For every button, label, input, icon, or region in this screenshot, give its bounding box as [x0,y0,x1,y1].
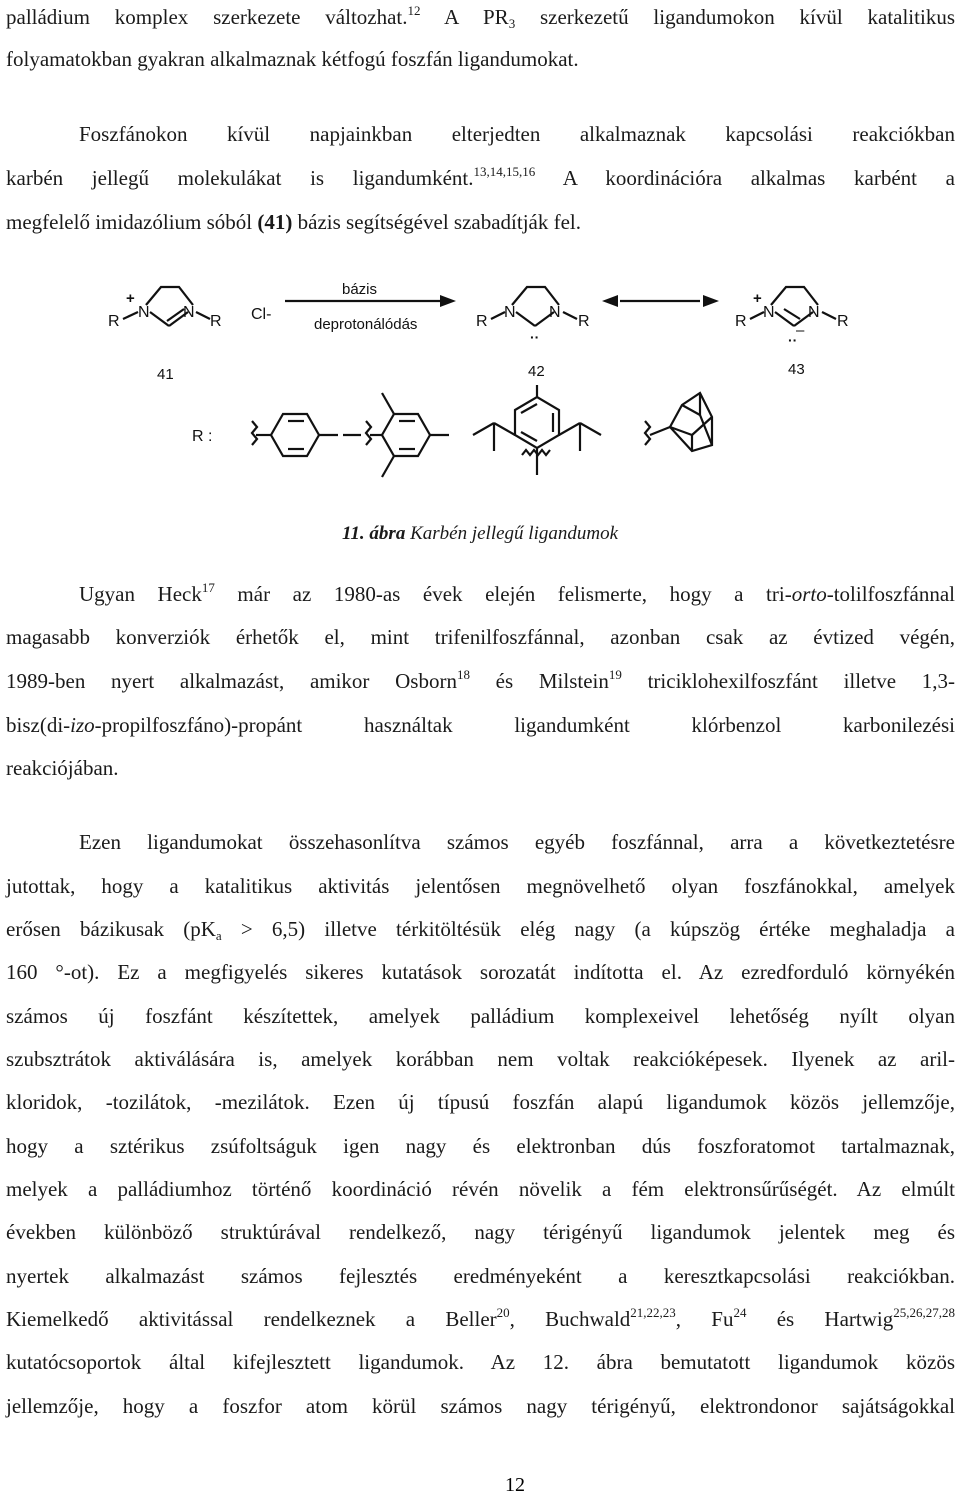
r-label: R [210,313,222,330]
text-line: reakciójában. [6,756,119,780]
r-label: R [476,313,488,330]
text-line: kutatócsoportok által kifejlesztett ligandumok. Az 12. ábra bemutatott ligandumok közös [6,1350,955,1374]
n-label: N [183,304,195,321]
arrow-label-top: bázis [342,281,378,298]
text-line: jellemzője, hogy a foszfor atom körül számos nagy térigényű, elektrondonor sajátságokkal [6,1394,955,1418]
text-line: években különböző struktúrával rendelkező, nagy térigényű ligandumok jelentek meg és [6,1220,955,1244]
compound-number-43: 43 [788,361,805,378]
charge-plus: + [753,290,762,307]
text-line: Ezen ligandumokat összehasonlítva számos egyéb foszfánnal, arra a következtetésre [79,830,955,854]
citation-sup: 13,14,15,16 [473,164,536,179]
lone-pair: ·· [530,329,540,345]
text-line: erősen bázikusak $(pK_a > 6,5)$ illetve térkitöltésük elég nagy (a kúpszög értéke meghaladja a [6,917,956,943]
compound-number-42: 42 [528,363,545,380]
text-line: 1989-ben nyert alkalmazást, amikor Osborn$^{18}$ és Milstein$^{19}$ triciklohexilfoszfánt illetve 1,3- [6,667,956,693]
compound-ref: (41) [257,210,293,234]
text-line: 160 °-ot). Ez a megfigyelés sikeres kutatások sorozatát indította el. Az ezredforduló környékén [6,960,955,984]
text-line: magasabb konverziók érhetők el, mint trifenilfoszfánnal, azonban csak az évtized végén, [6,625,955,649]
text-line: palládium komplex szerkezete változhat.$^{12}$ A $PR_3$ szerkezetű ligandumokon kívül katalitikus [6,3,955,31]
text-line: karbén jellegű molekulákat is ligandumként.$^{13,14,15,16}$ A koordinációra alkalmas karbént a [6,164,955,190]
r-label: R [735,313,747,330]
text-line: Kiemelkedő aktivitással rendelkeznek a Beller$^{20}$, Buchwald$^{21,22,23}$, Fu$^{24}$ és Hartwig$^{25,26,27,28}$ [6,1305,955,1331]
text-line: kloridok, -tozilátok, -mezilátok. Ezen új típusú foszfán alapú ligandumok közös jellemzője, [6,1090,955,1114]
reaction-scheme-figure [0,255,960,535]
text-line: folyamatokban gyakran alkalmaznak kétfogú foszfán ligandumokat. [6,47,579,71]
r-substituent-label: R : [192,428,213,445]
r-label: R [108,313,120,330]
text-line: jutottak, hogy a katalitikus aktivitás jelentősen megnövelhető olyan foszfánokkal, amelyek [6,874,955,898]
n-label: N [808,304,820,321]
n-label: N [138,304,150,321]
arrow-label-bottom: deprotonálódás [314,316,418,333]
charge-plus: + [126,290,135,307]
text-line: Ugyan Heck$^{17}$ már az 1980-as évek elején felismerte, hogy a tri-orto-tolilfoszfánnal [79,580,955,606]
charge-minus: – [796,322,805,339]
text-line: bisz(di-izo-propilfoszfáno)-propánt használtak ligandumként klórbenzol karbonilezési [6,713,955,737]
text-line: hogy a sztérikus zsúfoltságuk igen nagy és elektronban dús foszforatomot tartalmaznak, [6,1134,955,1158]
compound-number-41: 41 [157,366,174,383]
text-line: megfelelő imidazólium sóból (41) bázis segítségével szabadítják fel. [6,210,582,234]
text-line: melyek a palládiumhoz történő koordináció révén növelik a fém elektronsűrűségét. Az elmúlt [6,1177,955,1201]
text-line: Foszfánokon kívül napjainkban elterjedten alkalmaznak kapcsolási reakciókban [79,122,955,146]
figure-caption: 11. ábra Karbén jellegű ligandumok [341,523,619,544]
n-label: N [763,304,775,321]
r-label: R [837,313,849,330]
counterion-label: Cl- [251,306,272,323]
r-label: R [578,313,590,330]
citation-sup: 12 [407,3,421,18]
n-label: N [549,304,561,321]
text-line: nyertek alkalmazást számos fejlesztés eredményeként a keresztkapcsolási reakciókban. [6,1264,955,1288]
page-number: 12 [505,1474,525,1496]
lone-pair: ·· [788,332,798,348]
n-label: N [504,304,516,321]
text-line: szubsztrátok aktiválására is, amelyek korábban nem voltak reakcióképesek. Ilyenek az aril- [6,1047,955,1071]
text-line: számos új foszfánt készítettek, amelyek palládium komplexeivel lehetőség nyílt olyan [6,1004,955,1028]
